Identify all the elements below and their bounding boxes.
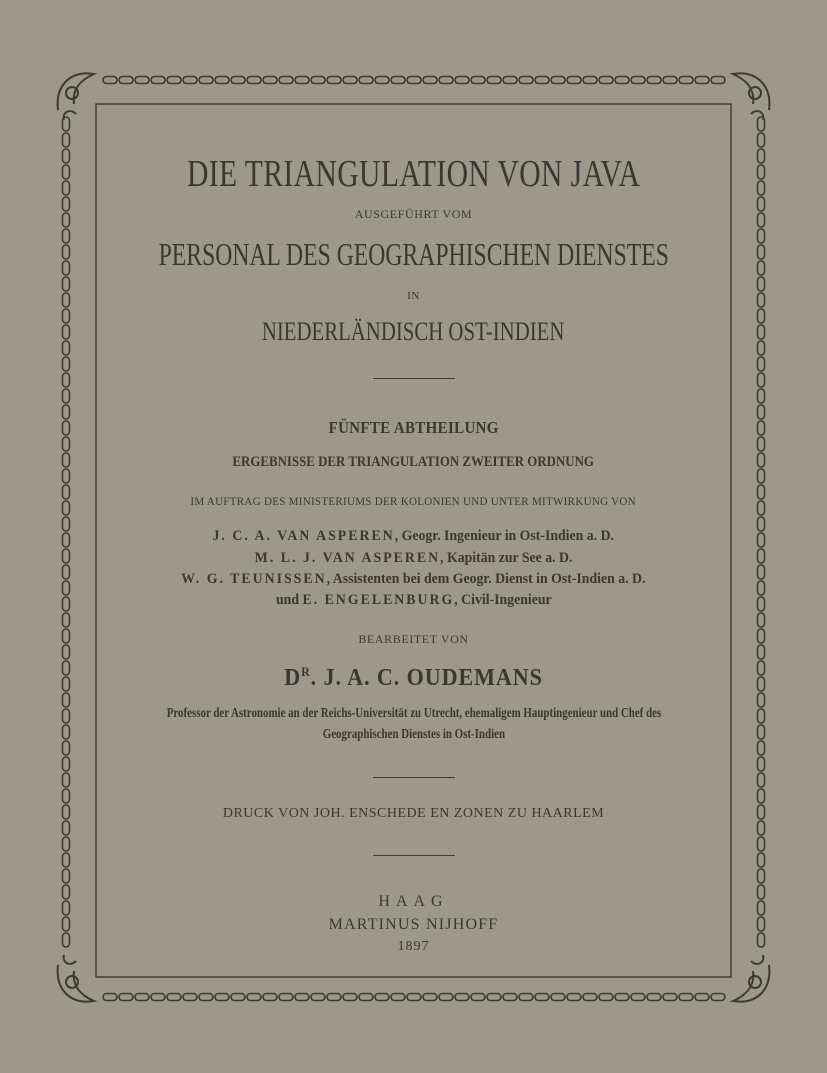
part-number-text: FÜNFTE ABTHEILUNG [328, 418, 499, 437]
collaborator-name: E. ENGELENBURG [302, 592, 454, 608]
collaborator-role: , Geogr. Ingenieur in Ost-Indien a. D. [394, 528, 615, 544]
region-text: NIEDERLÄNDISCH OST-INDIEN [262, 317, 565, 346]
book-title [0, 152, 827, 196]
author-name-text: . J. A. C. OUDEMANS [310, 665, 543, 691]
part-subject-text: ERGEBNISSE DER TRIANGULATION ZWEITER ORDNUNG [232, 454, 595, 470]
collaborator-role: , Civil-Ingenieur [453, 592, 552, 608]
collaborator-line [0, 528, 827, 545]
personnel-text: PERSONAL DES GEOGRAPHISCHEN DIENSTES [158, 236, 669, 272]
author-title-prefix: D [284, 665, 302, 691]
collaborator-name: M. L. J. VAN ASPEREN [254, 550, 440, 566]
in-line: IN [407, 290, 420, 302]
imprint-year: 1897 [397, 939, 430, 954]
collaborator-name: W. G. TEUNISSEN [181, 571, 327, 587]
author-affiliation-line-1 [0, 706, 827, 722]
collaborator-name: J. C. A. VAN ASPEREN [212, 528, 395, 544]
collaborator-line [0, 550, 827, 567]
collaborator-role: , Assistenten bei dem Geogr. Dienst in Ost-Indien a. D. [326, 571, 646, 587]
author-affiliation-text-1: Professor der Astronomie an der Reichs-Universität zu Utrecht, ehemaligem Hauptingenieur und Chef des [166, 706, 661, 721]
book-title-text: DIE TRIANGULATION VON JAVA [186, 153, 641, 195]
divider-rule [373, 855, 455, 856]
region-line [0, 317, 827, 347]
author-title-sup: R [301, 664, 311, 679]
commission-text: IM AUFTRAG DES MINISTERIUMS DER KOLONIEN UND UNTER MITWIRKUNG VON [190, 494, 637, 508]
part-subject [0, 454, 827, 471]
collaborator-line [0, 571, 827, 588]
collaborator-prefix: und [275, 592, 303, 608]
imprint-city: HAAG [378, 893, 449, 910]
author-name [0, 664, 827, 692]
divider-rule [373, 378, 455, 379]
executed-by-line: AUSGEFÜHRT VOM [354, 207, 473, 221]
collaborator-line [0, 592, 827, 609]
printer-line: DRUCK VON JOH. ENSCHEDE EN ZONEN ZU HAARLEM [222, 806, 605, 821]
edited-by-line: BEARBEITET VON [358, 632, 469, 646]
divider-rule [373, 777, 455, 778]
personnel-line [0, 236, 827, 273]
author-affiliation-line-2 [0, 727, 827, 743]
part-number [0, 418, 827, 438]
collaborator-role: , Kapitän zur See a. D. [439, 550, 573, 566]
author-affiliation-text-2: Geographischen Dienstes in Ost-Indien [322, 727, 505, 742]
commission-line [0, 494, 827, 509]
imprint-publisher: MARTINUS NIJHOFF [328, 916, 499, 933]
